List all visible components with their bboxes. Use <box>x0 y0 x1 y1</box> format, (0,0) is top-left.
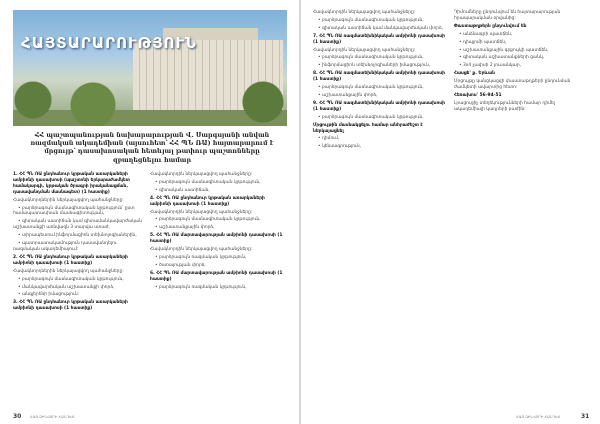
section-heading: 8. ՀՀ ՊՆ ՌԱ ռազմատեխնիկական ամբիոնի դասախոսի (1 հաստիք) <box>313 71 445 83</box>
bullet-item: • աշխատանքային փորձ, <box>155 225 215 231</box>
section-heading: 3. ՀՀ ՊՆ ՌԱ ընդհանուր կրթական առարկաների ամբիոնի դասախոսի (1 հաստիք) <box>13 300 128 312</box>
bullet-item: • գիտական աստիճան կամ մանկավարժական փորձ, <box>318 25 444 31</box>
body-paragraph: Մրցույթը կանցկացվի փաստաթղթերի ընդունման ժամկետի ավարտից հետո: <box>454 79 571 91</box>
bullet-item: • տիրապետում ինֆորմացիոն տեխնոլոգիաներին, <box>18 233 137 239</box>
bullet-item: • ծառայության փորձ, <box>155 262 206 268</box>
bullet-item: • բարձրագույն ռազմական կրթություն, <box>155 254 247 260</box>
section-heading: Հեռախոս՝ 56-94-51 <box>454 92 502 98</box>
bullet-item: • բարձրագույն մասնագիտական կրթություն, <box>155 179 261 185</box>
body-paragraph: Հավակնորդին ներկայացվող պահանջները: <box>150 247 253 253</box>
section-heading: Հասցե՝ ք. Երևան <box>454 71 495 77</box>
bullet-item: • պատրաստակամություն դասավանդելու ռազմական ակադեմիայում: <box>13 241 117 252</box>
bullet-item: • մանկավարժական աշխատանքի փորձ, <box>18 284 115 290</box>
left-column-2 <box>150 172 287 293</box>
body-paragraph: Հավակնորդին ներկայացվող պահանջները: <box>150 209 253 215</box>
header-photo <box>13 10 287 126</box>
section-heading: 9. ՀՀ ՊՆ ՌԱ ռազմատեխնիկական ամբիոնի դասախոսի (1 հաստիք) <box>313 100 445 112</box>
bullet-item: • անգլերենի իմացություն: <box>18 292 80 298</box>
bullet-item: • բարձրագույն մասնագիտական կրթություն, <box>318 17 424 23</box>
section-heading: 1. ՀՀ ՊՆ ՌԱ ընդհանուր կրթական առարկաների ամբիոնի դասախոսի (պաշտոնի երկարաժամկետ համակարգի, կրթական ծրագրի իրականացման, դասավանդման մասնագետ) (1 հաստիք) <box>13 172 130 195</box>
trees <box>13 80 287 126</box>
body-paragraph: Հավակնորդին ներկայացվող պահանջները: <box>313 47 416 53</box>
right-page <box>301 0 600 424</box>
footer-left-text: ՀԱՅ ԶԻՆՎՈՐԻ ՀԱՆԴԵՍ <box>30 415 75 419</box>
footer-right-text: ՀԱՅ ԶԻՆՎՈՐԻ ՀԱՆԴԵՍ <box>516 415 561 419</box>
bullet-item: • գիտական աշխատանքների ցանկ, <box>459 55 545 61</box>
section-heading: 6. ՀՀ ՊՆ ՌԱ մարտավարության ամբիոնի դասախոսի (1 հաստիք) <box>150 270 283 282</box>
bullet-item: • աշխատանքային փորձ, <box>318 92 378 98</box>
bullet-item: • կենսագրություն, <box>318 144 362 150</box>
bullet-item: • բարձրագույն մասնագիտական կրթություն՝ ըստ համապատասխան մասնագիտության, <box>13 205 135 217</box>
section-heading: 5. ՀՀ ՊՆ ՌԱ մարտավարության ամբիոնի դասախոսի (1 հաստիք) <box>150 233 283 245</box>
bullet-item: • բարձրագույն մասնագիտական կրթություն, <box>318 55 424 61</box>
section-heading: 4. ՀՀ ՊՆ ՌԱ ընդհանուր կրթական առարկաների ամբիոնի դասախոսի (1 հաստիք) <box>150 195 265 207</box>
bullet-item: • անձնագրի պատճեն, <box>459 31 513 37</box>
body-paragraph: Հավակնորդին ներկայացվող պահանջները: <box>313 10 416 15</box>
bullet-item: • բարձրագույն մասնագիտական կրթություն, <box>318 85 424 91</box>
section-heading: 2. ՀՀ ՊՆ ՌԱ ընդհանուր կրթական առարկաների ամբիոնի դասախոսի (1 հաստիք) <box>13 254 128 266</box>
bullet-item: • դիմում, <box>318 136 340 142</box>
left-column-1 <box>13 172 144 314</box>
section-heading: 7. ՀՀ ՊՆ ՌԱ ռազմատեխնիկական ամբիոնի դասախոսի (1 հաստիք) <box>313 33 445 45</box>
bullet-item: • ինֆորմացիոն տեխնոլոգիաների իմացություն, <box>318 63 431 69</box>
page-number-right: 31 <box>581 413 590 420</box>
bullet-item: • բարձրագույն մասնագիտական կրթություն, <box>318 114 424 120</box>
body-paragraph: Լրացուցիչ տեղեկությունների համար դիմել ակադեմիայի կադրերի բաժին: <box>454 100 555 112</box>
bullet-item: • գիտական աստիճան, <box>155 187 210 193</box>
bullet-item: • դիպլոմի պատճեն, <box>459 39 507 45</box>
body-paragraph: Հավակնորդներին ներկայացվող պահանջները: <box>13 197 124 203</box>
body-paragraph: Հավակնորդին ներկայացվող պահանջները: <box>150 172 253 177</box>
bullet-item: • բարձրագույն ռազմական կրթություն, <box>155 284 247 290</box>
right-column-1 <box>313 10 448 152</box>
bullet-item: • բարձրագույն մասնագիտական կրթություն, <box>155 217 261 223</box>
bullet-item: • աշխատանքային գրքույկի պատճեն, <box>459 47 549 53</box>
bullet-item: • գիտական աստիճան կամ գիտամանկավարժական աշխատանքի առնվազն 3 տարվա ստաժ, <box>13 219 142 231</box>
left-page <box>0 0 299 424</box>
right-column-2 <box>454 10 587 115</box>
bullet-item: • 3x4 չափսի 2 լուսանկար, <box>459 63 522 69</box>
announcement-title: ՀԱՅՏԱՐԱՐՈՒԹՅՈՒՆ <box>21 34 197 52</box>
bullet-item: • բարձրագույն մասնագիտական կրթություն, <box>18 276 124 282</box>
page-number-left: 30 <box>13 413 22 420</box>
section-heading: Մրցույթին մասնակցելու համար անհրաժեշտ է ներկայացնել <box>313 122 423 134</box>
body-paragraph: Հավակնորդներին ներկայացվող պահանջները: <box>13 268 124 274</box>
body-paragraph: Դիմումները ընդունվում են հայտարարության հրապարակման օրվանից: <box>454 10 561 21</box>
section-heading: Փաստաթղթերն ընդունվում են <box>454 23 527 29</box>
headline: ՀՀ պաշտպանության նախարարության Վ. Սարգսյանի անվան ռազմական ակադեմիան (այսուհետ՝ ՀՀ ՊՆ ՌԱ) հայտարարում է մրցույթ՝ դասախոսական հետևյալ թափուր պաշտոնները զբաղեցնելու համար <box>30 132 274 164</box>
